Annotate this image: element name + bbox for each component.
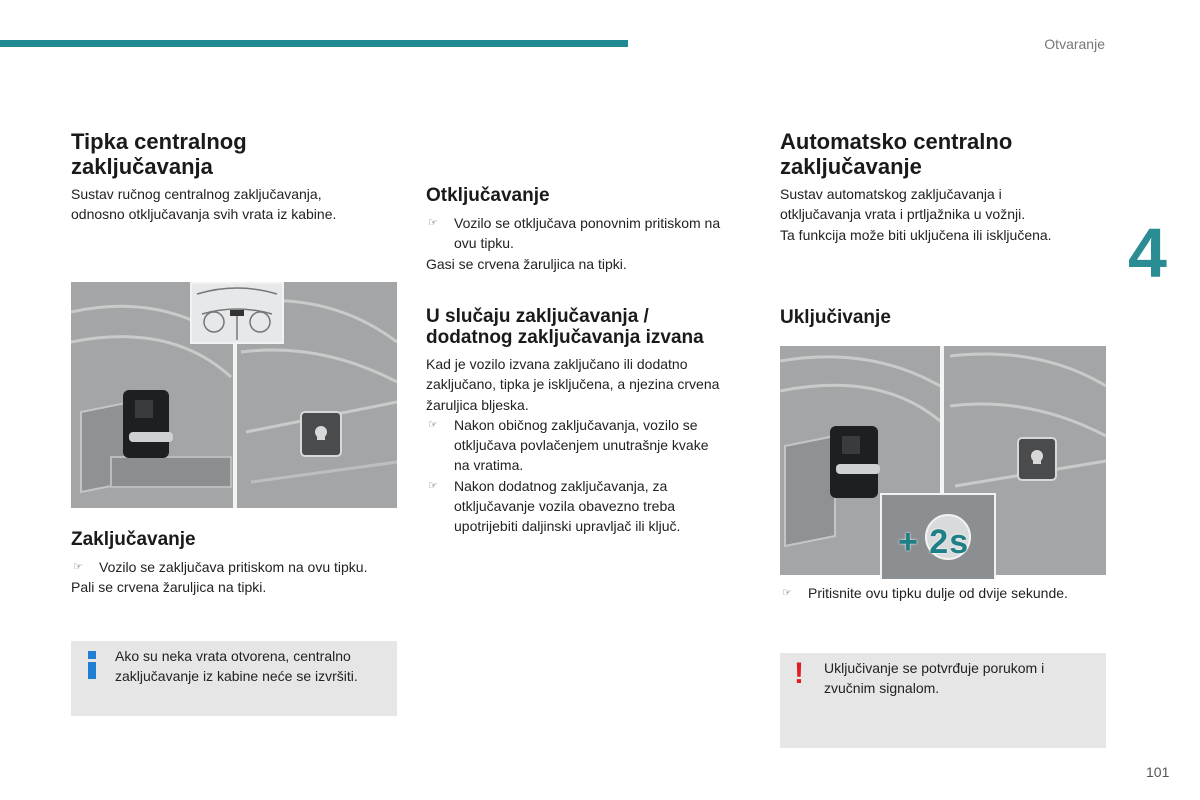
- bullet-text: otključava povlačenjem unutrašnje kvake: [454, 437, 709, 454]
- text-line: odnosno otključavanja svih vrata iz kabine.: [71, 206, 337, 223]
- text-line: Ako su neka vrata otvorena, centralno: [115, 648, 351, 664]
- text-line: Gasi se crvena žaruljica na tipki.: [426, 255, 627, 272]
- title-line: zaključavanje: [780, 154, 922, 179]
- text-line: zaključano, tipka je isključena, a njezina crvena: [426, 376, 720, 393]
- pointing-hand-icon: ☞: [428, 418, 438, 431]
- auto-lock-intro: [780, 184, 1120, 245]
- press-instruction: [780, 583, 1120, 603]
- text-line: žaruljica bljeska.: [426, 396, 529, 413]
- unlock-heading: Otključavanje: [426, 185, 550, 206]
- lock-bullet: [71, 557, 411, 577]
- warning-box: [780, 653, 1106, 748]
- cabin-illustration: [192, 284, 282, 342]
- bullet-text: upotrijebiti daljinski upravljač ili ključ.: [454, 518, 681, 535]
- hold-duration-label: + 2s: [898, 523, 970, 561]
- text-line: Pali se crvena žaruljica na tipki.: [71, 579, 267, 596]
- text-line: otključavanja vrata i prtljažnika u vožnji.: [780, 206, 1026, 223]
- warning-text: [824, 658, 1044, 699]
- page-number: 101: [1146, 764, 1170, 780]
- chapter-number: 4: [1128, 214, 1167, 292]
- lock-heading: Zaključavanje: [71, 529, 196, 550]
- enable-heading: Uključivanje: [780, 307, 891, 328]
- unlock-bullet: [426, 213, 766, 254]
- central-lock-title: [71, 129, 247, 179]
- text-line: Uključivanje se potvrđuje porukom i: [824, 660, 1045, 676]
- bullet-text: na vratima.: [454, 457, 524, 474]
- pointing-hand-icon: ☞: [782, 587, 792, 599]
- section-label: Otvaranje: [1044, 36, 1105, 52]
- title-line: Automatsko centralno: [780, 129, 1013, 154]
- bullet-text: Vozilo se otključava ponovnim pritiskom na: [454, 215, 721, 231]
- pointing-hand-icon: ☞: [428, 479, 438, 492]
- info-box: [71, 641, 397, 716]
- bullet-text: Nakon dodatnog zaključavanja, za: [454, 477, 668, 494]
- external-lock-text: [426, 354, 766, 537]
- bullet-text: Pritisnite ovu tipku dulje od dvije sekunde.: [808, 585, 1068, 601]
- text-line: zaključavanje iz kabine neće se izvršiti.: [115, 668, 358, 685]
- info-icon: [86, 651, 98, 679]
- bullet-text: Nakon običnog zaključavanja, vozilo se: [454, 416, 698, 433]
- lock-text: [71, 557, 411, 598]
- header-accent-bar: [0, 40, 628, 47]
- text-line: Sustav ručnog centralnog zaključavanja,: [71, 186, 322, 202]
- title-line: zaključavanja: [71, 154, 213, 179]
- auto-lock-title: [780, 129, 1012, 179]
- unlock-text: [426, 213, 766, 274]
- external-bullet-2: [426, 476, 766, 537]
- text-line: zvučnim signalom.: [824, 680, 940, 697]
- info-text: [115, 646, 358, 687]
- bullet-text: ovu tipku.: [454, 235, 514, 252]
- text-line: Ta funkcija može biti uključena ili isključena.: [780, 226, 1052, 243]
- bullet-text: otključavanje vozila obavezno treba: [454, 498, 676, 515]
- text-line: Kad je vozilo izvana zaključano ili dodatno: [426, 356, 688, 372]
- exclamation-icon: !: [794, 657, 804, 690]
- bullet-text: Vozilo se zaključava pritiskom na ovu tipku.: [99, 559, 368, 575]
- cabin-view-inset: [190, 282, 284, 344]
- title-line: Tipka centralnog: [71, 129, 247, 154]
- external-lock-heading: [426, 306, 704, 348]
- press-bullet: [780, 583, 1120, 603]
- hold-duration-badge: [880, 493, 996, 579]
- external-bullet-1: [426, 415, 766, 476]
- central-lock-intro: [71, 184, 336, 225]
- dashboard-lock-button-photo: [71, 282, 397, 508]
- pointing-hand-icon: ☞: [428, 217, 438, 229]
- pointing-hand-icon: ☞: [73, 561, 83, 573]
- text-line: Sustav automatskog zaključavanja i: [780, 186, 1002, 202]
- heading-line: dodatnog zaključavanja izvana: [426, 327, 704, 348]
- heading-line: U slučaju zaključavanja /: [426, 306, 649, 327]
